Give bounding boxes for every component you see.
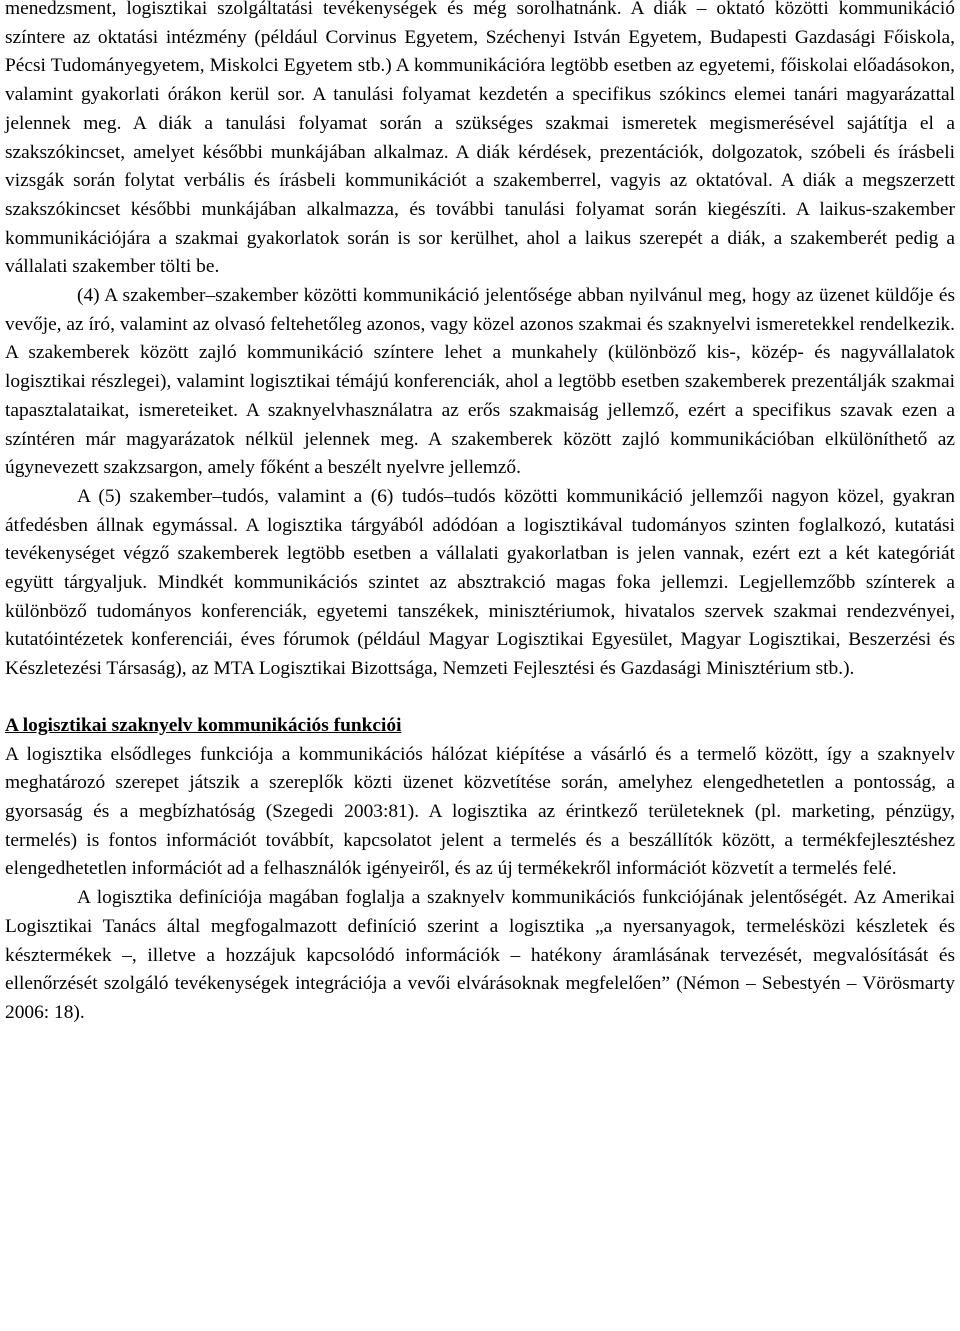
section-paragraph: A logisztika definíciója magában foglalja a szaknyelv kommunikációs funkciójának jelentőségét. Az Amerikai Logisztikai Tanács által megfogalmazott definíció szerint a logisztika „a nyersanyagok, termelésközi készletek és késztermékek –, illetve a hozzájuk kapcsolódó információk – hatékony áramlásának tervezését, megvalósítását és ellenőrzését szolgáló tevékenységek integrációja a vevői elvárásoknak megfelelően” (Némon – Sebestyén – Vörösmarty 2006: 18). <box>5 887 955 1023</box>
section-heading: A logisztikai szaknyelv kommunikációs funkciói <box>5 714 402 736</box>
body-paragraph: A (5) szakember–tudós, valamint a (6) tudós–tudós közötti kommunikáció jellemzői nagyon közel, gyakran átfedésben állnak egymással. A logisztika tárgyából adódóan a logisztikával tudományos szinten foglalkozó, kutatási tevékenységet végző szakemberek legtöbb esetben a vállalati gyakorlatban is jelen vannak, ezért ezt a két kategóriát együtt tárgyaljuk. Mindkét kommunikációs szintet az absztrakció magas foka jellemzi. Legjellemzőbb színterek a különböző tudományos konferenciák, egyetemi tanszékek, minisztériumok, hivatalos szervek szakmai rendezvényei, kutatóintézetek konferenciái, éves fórumok (például Magyar Logisztikai Egyesület, Magyar Logisztikai, Beszerzési és Készletezési Társaság), az MTA Logisztikai Bizottsága, Nemzeti Fejlesztési és Gazdasági Minisztérium stb.). <box>5 485 955 680</box>
body-paragraph: (4) A szakember–szakember közötti kommunikáció jelentősége abban nyilvánul meg, hogy az üzenet küldője és vevője, az író, valamint az olvasó feltehetőleg azonos, vagy közel azonos szakmai és szaknyelvi ismeretekkel rendelkezik. A szakemberek között zajló kommunikáció színtere lehet a munkahely (különböző kis-, közép- és nagyvállalatok logisztikai részlegei), valamint logisztikai témájú konferenciák, ahol a legtöbb esetben szakemberek prezentálják szakmai tapasztalataikat, ismereteiket. A szaknyelvhasználatra az erős szakmaiság jellemző, ezért a specifikus szavak ezen a színtéren már magyarázatok nélkül jelennek meg. A szakemberek között zajló kommunikációban elkülöníthető az úgynevezett szakzsargon, amely főként a beszélt nyelvre jellemző. <box>5 285 955 479</box>
section-paragraph: A logisztika elsődleges funkciója a kommunikációs hálózat kiépítése a vásárló és a termelő között, így a szaknyelv meghatározó szerepet játszik a szereplők közti üzenet közvetítése során, amelyhez elengedhetetlen a pontosság, a gyorsaság és a megbízhatóság (Szegedi 2003:81). A logisztika az érintkező területeknek (pl. marketing, pénzügy, termelés) is fontos információt továbbít, kapcsolatot jelent a termelés és a beszállítók között, a termékfejlesztéshez elengedhetetlen információt ad a felhasználók igényeiről, és az új termékekről információt közvetít a termelés felé. <box>5 743 955 880</box>
body-paragraph: menedzsment, logisztikai szolgáltatási tevékenységek és még sorolhatnánk. A diák – oktató közötti kommunikáció színtere az oktatási intézmény (például Corvinus Egyetem, Széchenyi István Egyetem, Budapesti Gazdasági Főiskola, Pécsi Tudományegyetem, Miskolci Egyetem stb.) A kommunikációra legtöbb esetben az egyetemi, főiskolai előadásokon, valamint gyakorlati órákon kerül sor. A tanulási folyamat kezdetén a specifikus szókincs elemei tanári magyarázattal jelennek meg. A diák a tanulási folyamat során a szükséges szakmai ismeretek megismerésével sajátítja el a szakszókincset, amelyet későbbi munkájában alkalmaz. A diák kérdések, prezentációk, dolgozatok, szóbeli és írásbeli vizsgák során folytat verbális és írásbeli kommunikációt a szakemberrel, vagyis az oktatóval. A diák a megszerzett szakszókincset későbbi munkájában alkalmazza, és további tanulási folyamat során kiegészíti. A laikus-szakember kommunikációjára a szakmai gyakorlatok során is sor kerülhet, ahol a laikus szerepét a diák, a szakemberét pedig a vállalati szakember tölti be. <box>5 0 955 278</box>
